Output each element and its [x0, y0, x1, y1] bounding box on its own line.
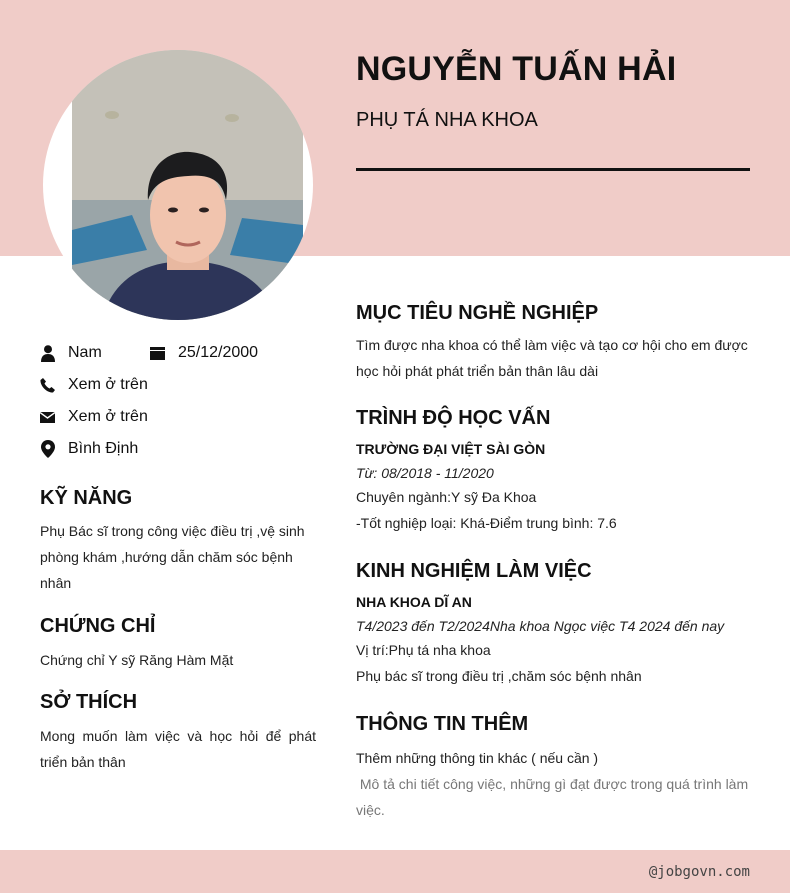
phone-value: Xem ở trên — [68, 376, 148, 393]
profile-photo — [72, 50, 303, 320]
certificates-text: Chứng chỉ Y sỹ Răng Hàm Mặt — [40, 652, 234, 668]
info-dob — [150, 342, 258, 364]
skills-title: KỸ NĂNG — [40, 487, 133, 509]
hobbies-text: Mong muốn làm việc và học hỏi để phát triển bản thân — [40, 728, 316, 770]
experience-duty: Phụ bác sĩ trong điều trị ,chăm sóc bệnh nhân — [356, 668, 642, 684]
info-email — [40, 406, 148, 428]
calendar-icon — [150, 344, 165, 362]
objective-title: MỤC TIÊU NGHỀ NGHIỆP — [356, 302, 599, 324]
education-period: Từ: 08/2018 - 11/2020 — [356, 465, 494, 481]
certificates-title: CHỨNG CHỈ — [40, 615, 156, 637]
info-location — [40, 438, 138, 460]
more-info-title: THÔNG TIN THÊM — [356, 713, 529, 735]
info-gender — [40, 342, 102, 364]
experience-period: T4/2023 đến T2/2024Nha khoa Ngọc việc T4 2024 đến nay — [356, 618, 725, 634]
person-icon — [40, 344, 55, 362]
mail-icon — [40, 408, 55, 426]
title-divider — [356, 168, 750, 171]
avatar — [43, 50, 313, 320]
hobbies-title: SỞ THÍCH — [40, 691, 138, 713]
gender-value: Nam — [68, 344, 102, 361]
info-phone — [40, 374, 148, 396]
education-title: TRÌNH ĐỘ HỌC VẤN — [356, 407, 551, 429]
location-value: Bình Định — [68, 440, 139, 457]
education-grade: -Tốt nghiệp loại: Khá-Điểm trung bình: 7.6 — [356, 515, 617, 531]
footer-band — [0, 850, 790, 893]
candidate-name: NGUYỄN TUẤN HẢI — [356, 50, 677, 88]
experience-title: KINH NGHIỆM LÀM VIỆC — [356, 560, 592, 582]
experience-company: NHA KHOA DĨ AN — [356, 594, 472, 610]
job-title: PHỤ TÁ NHA KHOA — [356, 109, 538, 131]
map-pin-icon — [40, 440, 55, 458]
more-info-line2: Mô tả chi tiết công việc, những gì đạt được trong quá trình làm việc. — [356, 776, 753, 818]
education-school: TRƯỜNG ĐẠI VIỆT SÀI GÒN — [356, 441, 546, 457]
email-value: Xem ở trên — [68, 408, 148, 425]
dob-value: 25/12/2000 — [178, 344, 259, 361]
footer-watermark: @jobgovn.com — [648, 864, 750, 880]
experience-position: Vị trí:Phụ tá nha khoa — [356, 642, 491, 658]
phone-icon — [40, 376, 55, 394]
education-major: Chuyên ngành:Y sỹ Đa Khoa — [356, 489, 537, 505]
more-info-line1: Thêm những thông tin khác ( nếu cần ) — [356, 750, 599, 766]
skills-text: Phụ Bác sĩ trong công việc điều trị ,vệ sinh phòng khám ,hướng dẫn chăm sóc bệnh nhân — [40, 523, 305, 591]
objective-text: Tìm được nha khoa có thể làm việc và tạo cơ hội cho em được học hỏi phát phát triển bản thân lâu dài — [356, 337, 748, 379]
